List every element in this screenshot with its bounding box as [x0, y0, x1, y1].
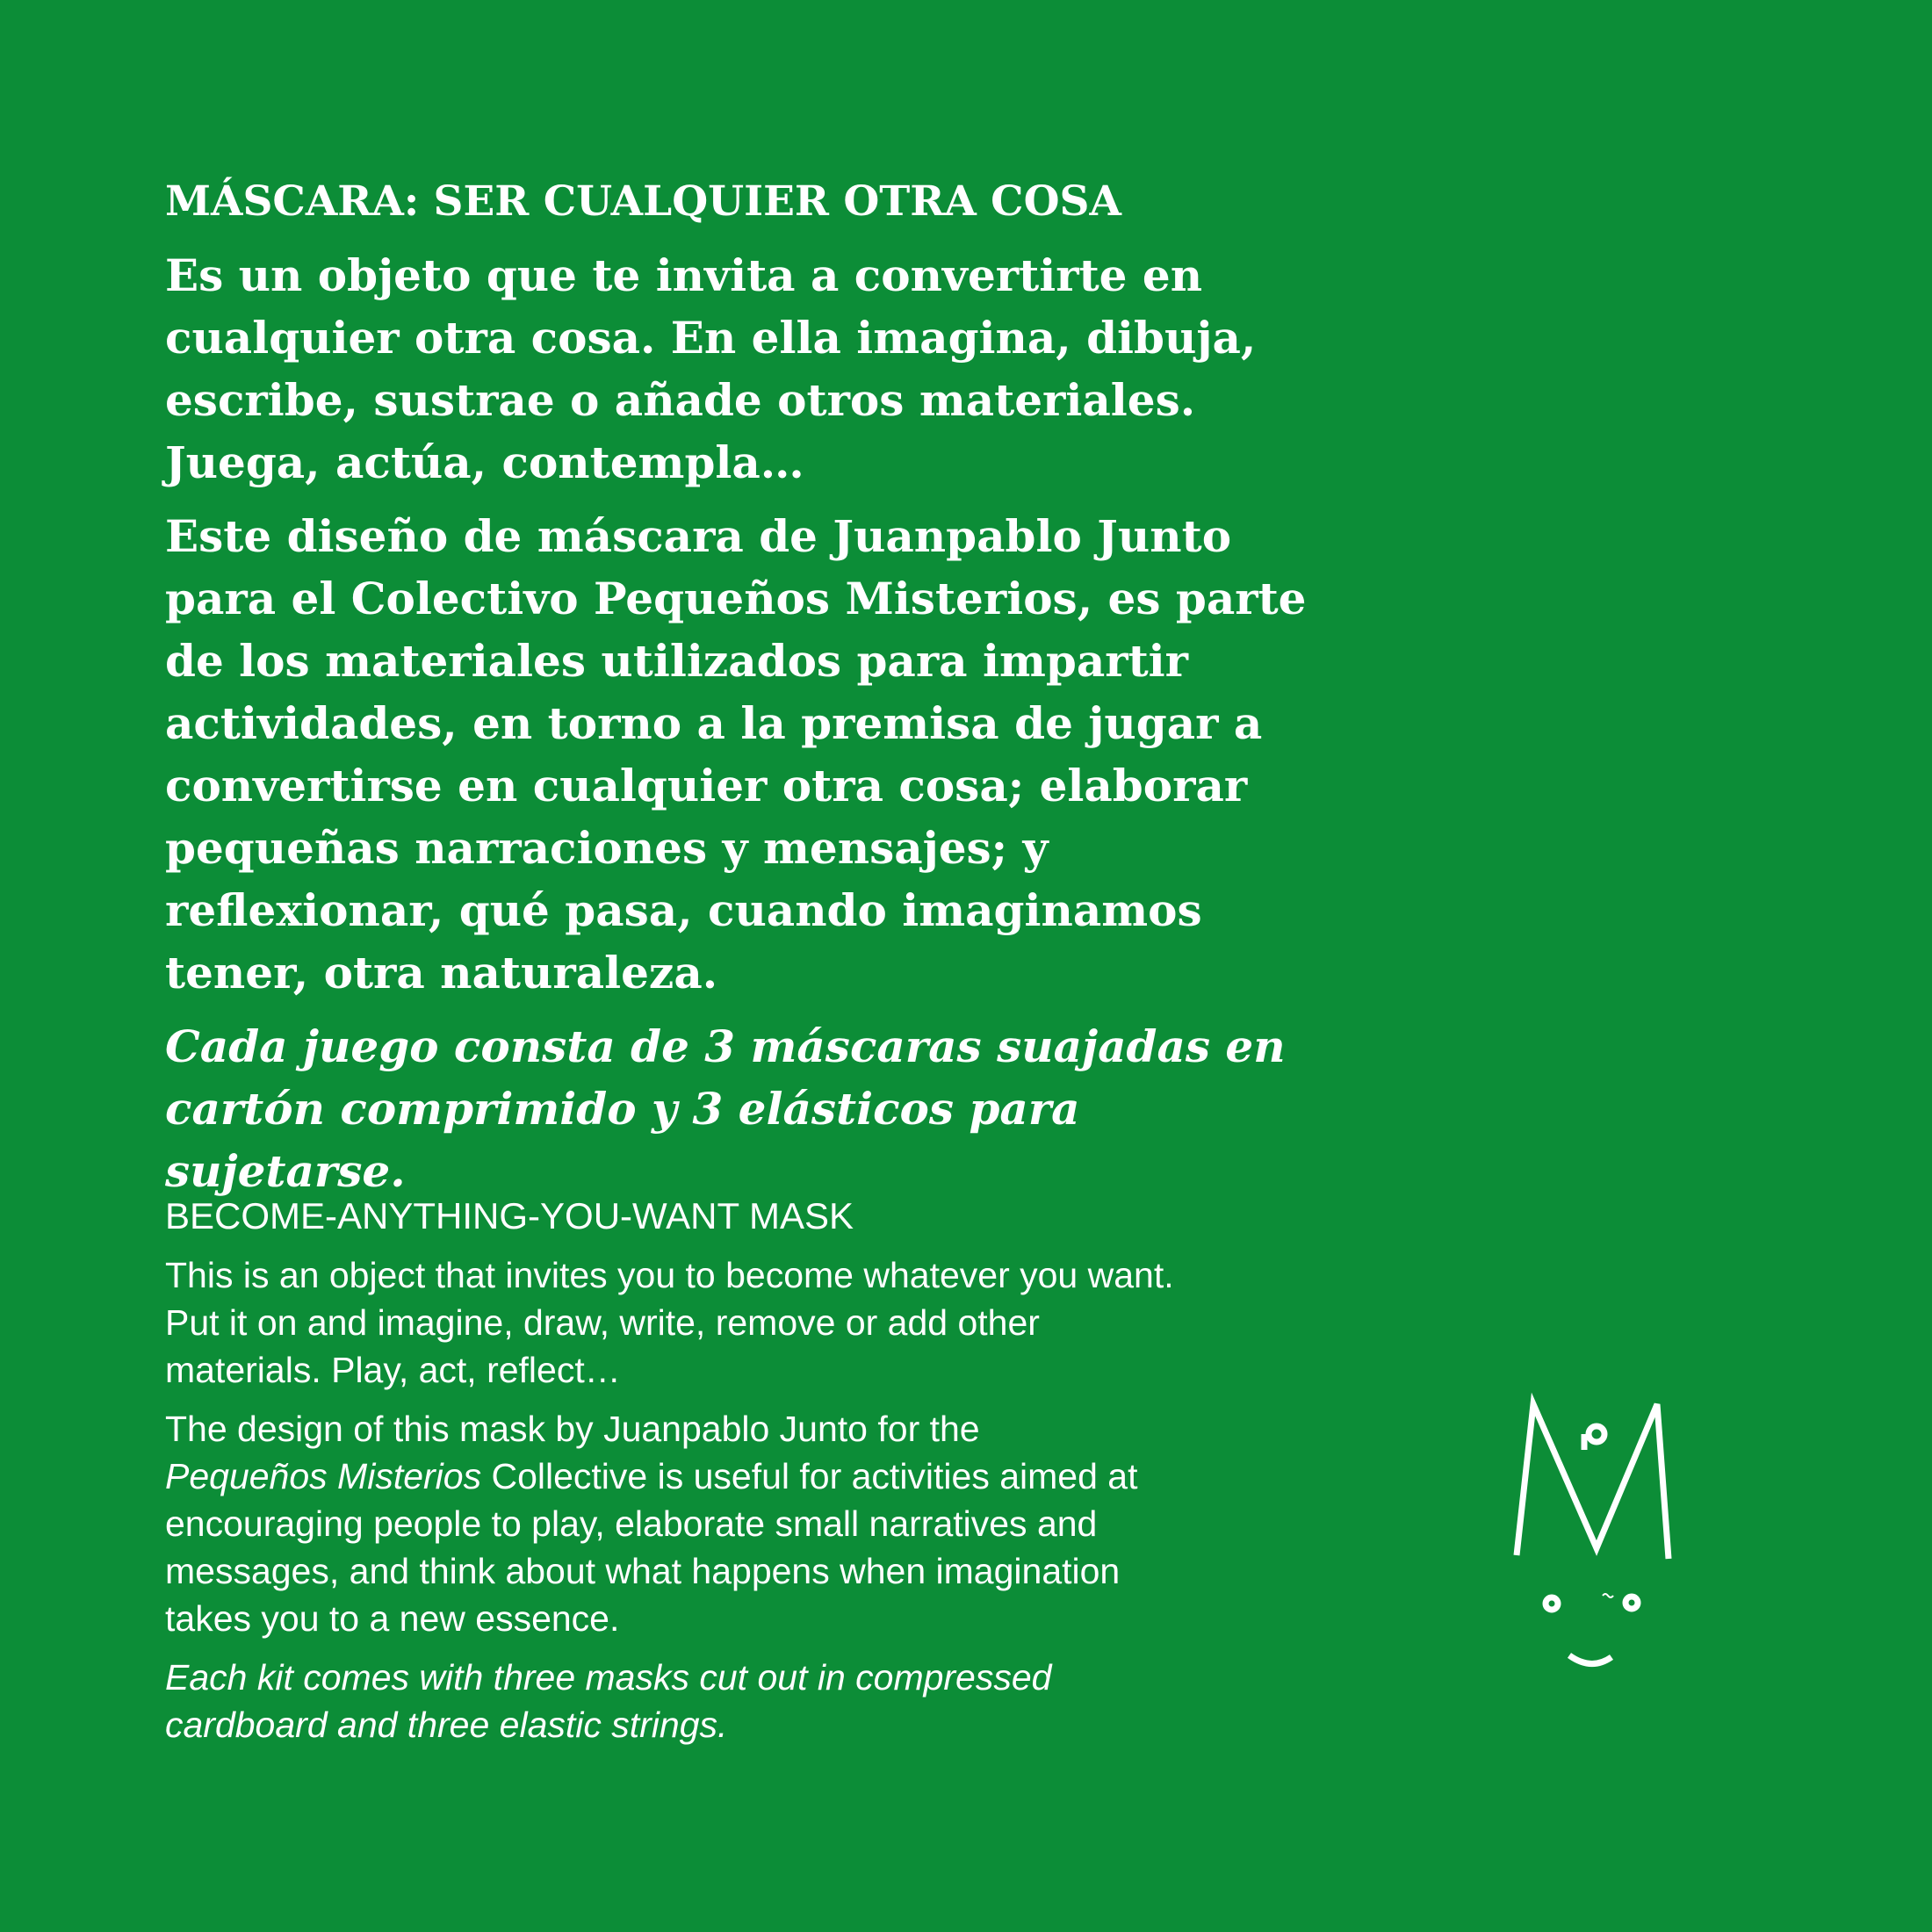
english-paragraph-2-start: The design of this mask by Juanpablo Junto for the	[165, 1409, 980, 1449]
spanish-text-block	[165, 174, 1307, 1214]
spanish-paragraph-2: Este diseño de máscara de Juanpablo Junto para el Colectivo Pequeños Misterios, es parte de los materiales utilizados para impartir actividades, en torno a la premisa de jugar a convertirse en cualquier otra cosa; elaborar pequeñas narraciones y mensajes; y reflexionar, qué pasa, cuando imaginamos tener, otra naturaleza.	[165, 510, 1307, 998]
mask-face-logo-icon	[1493, 1392, 1704, 1673]
spanish-paragraph-3: Cada juego consta de 3 máscaras suajadas en cartón comprimido y 3 elásticos para sujetarse.	[165, 1020, 1286, 1197]
english-paragraph-1: This is an object that invites you to become whatever you want. Put it on and imagine, draw, write, remove or add other materials. Play, act, reflect…	[165, 1255, 1174, 1390]
english-title: BECOME-ANYTHING-YOU-WANT MASK	[165, 1195, 854, 1236]
spanish-title: MÁSCARA: SER CUALQUIER OTRA COSA	[165, 177, 1121, 226]
english-text-block	[165, 1190, 1333, 1760]
english-paragraph-3: Each kit comes with three masks cut out in compressed cardboard and three elastic strings.	[165, 1657, 1052, 1745]
collective-name: Pequeños Misterios	[165, 1456, 482, 1496]
english-paragraph-2-end: Collective is useful for activities aimed at encouraging people to play, elaborate small narratives and messages, and think about what happens when imagination takes you to a new essence.	[165, 1456, 1138, 1639]
spanish-paragraph-1: Es un objeto que te invita a convertirte en cualquier otra cosa. En ella imagina, dibuja, escribe, sustrae o añade otros materiales. Juega, actúa, contempla…	[165, 249, 1257, 488]
english-paragraph-2	[165, 1405, 1333, 1642]
